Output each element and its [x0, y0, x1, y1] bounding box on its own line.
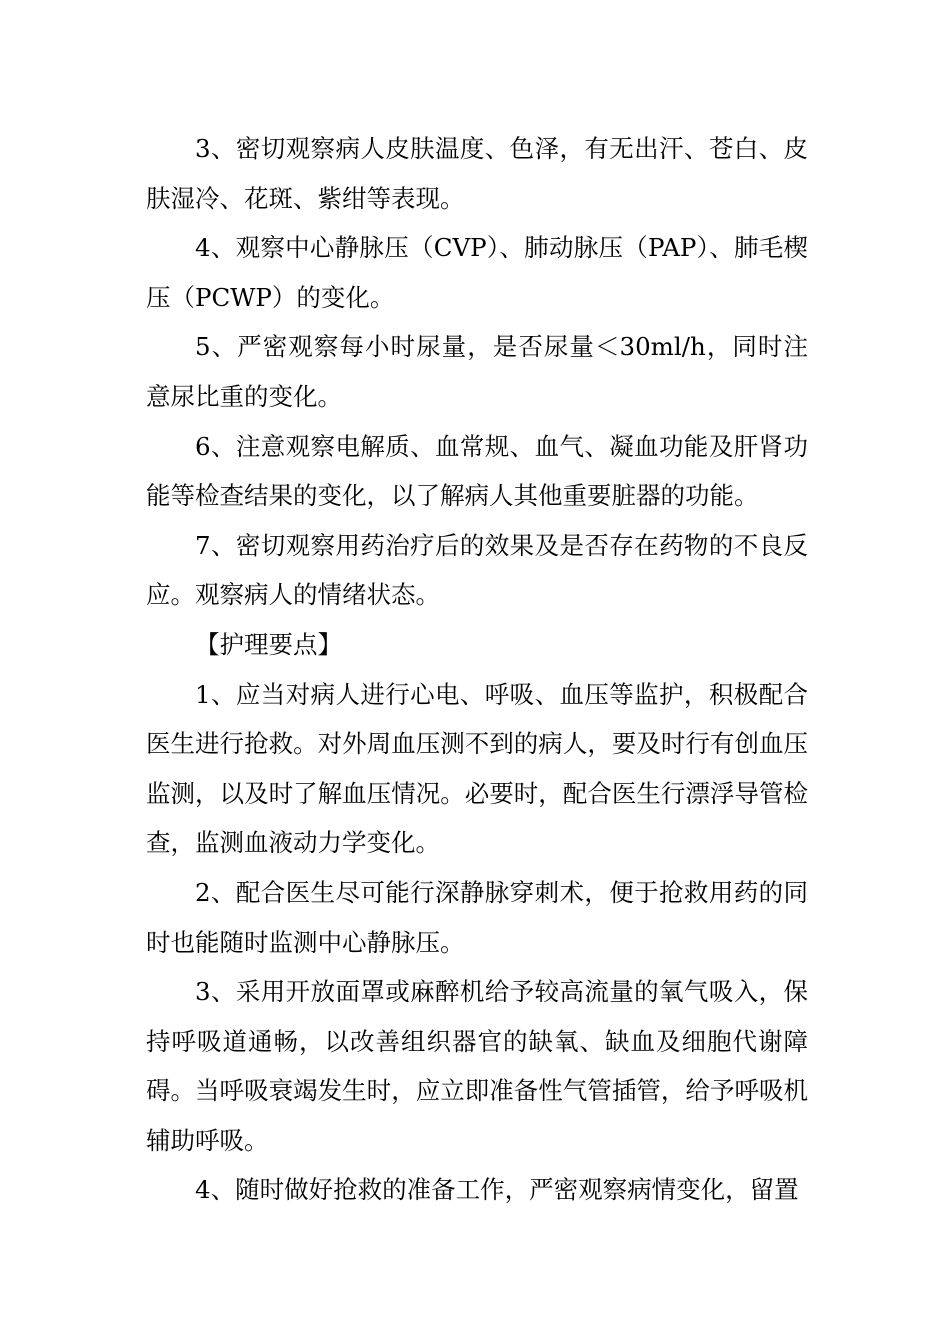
paragraph-observe-labs: 6、注意观察电解质、血常规、血气、凝血功能及肝肾功能等检查结果的变化，以了解病人其他重要脏器的功能。 [146, 431, 808, 511]
paragraph-observe-pressure: 4、观察中心静脉压（CVP）、肺动脉压（PAP）、肺毛楔压（PCWP）的变化。 [146, 233, 808, 312]
paragraph-observe-urine: 5、严密观察每小时尿量，是否尿量＜30ml/h，同时注意尿比重的变化。 [146, 332, 808, 411]
paragraph-observe-skin: 3、密切观察病人皮肤温度、色泽，有无出汗、苍白、皮肤湿冷、花斑、紫绀等表现。 [146, 134, 808, 213]
paragraph-nursing-oxygen: 3、采用开放面罩或麻醉机给予较高流量的氧气吸入，保持呼吸道通畅，以改善组织器官的缺氧、缺血及细胞代谢障碍。当呼吸衰竭发生时，应立即准备性气管插管，给予呼吸机辅助呼吸。 [146, 977, 808, 1155]
paragraph-observe-medication: 7、密切观察用药治疗后的效果及是否存在药物的不良反应。观察病人的情绪状态。 [146, 530, 808, 610]
paragraph-nursing-preparation: 4、随时做好抢救的准备工作，严密观察病情变化，留置 [195, 1175, 799, 1205]
paragraph-nursing-venous: 2、配合医生尽可能行深静脉穿刺术，便于抢救用药的同时也能随时监测中心静脉压。 [146, 877, 808, 957]
document-page [146, 124, 808, 1215]
section-heading-nursing-points: 【护理要点】 [195, 629, 342, 659]
paragraph-nursing-monitoring: 1、应当对病人进行心电、呼吸、血压等监护，积极配合医生进行抢救。对外周血压测不到的病人，要及时行有创血压监测，以及时了解血压情况。必要时，配合医生行漂浮导管检查，监测血液动力学变化。 [146, 679, 808, 858]
